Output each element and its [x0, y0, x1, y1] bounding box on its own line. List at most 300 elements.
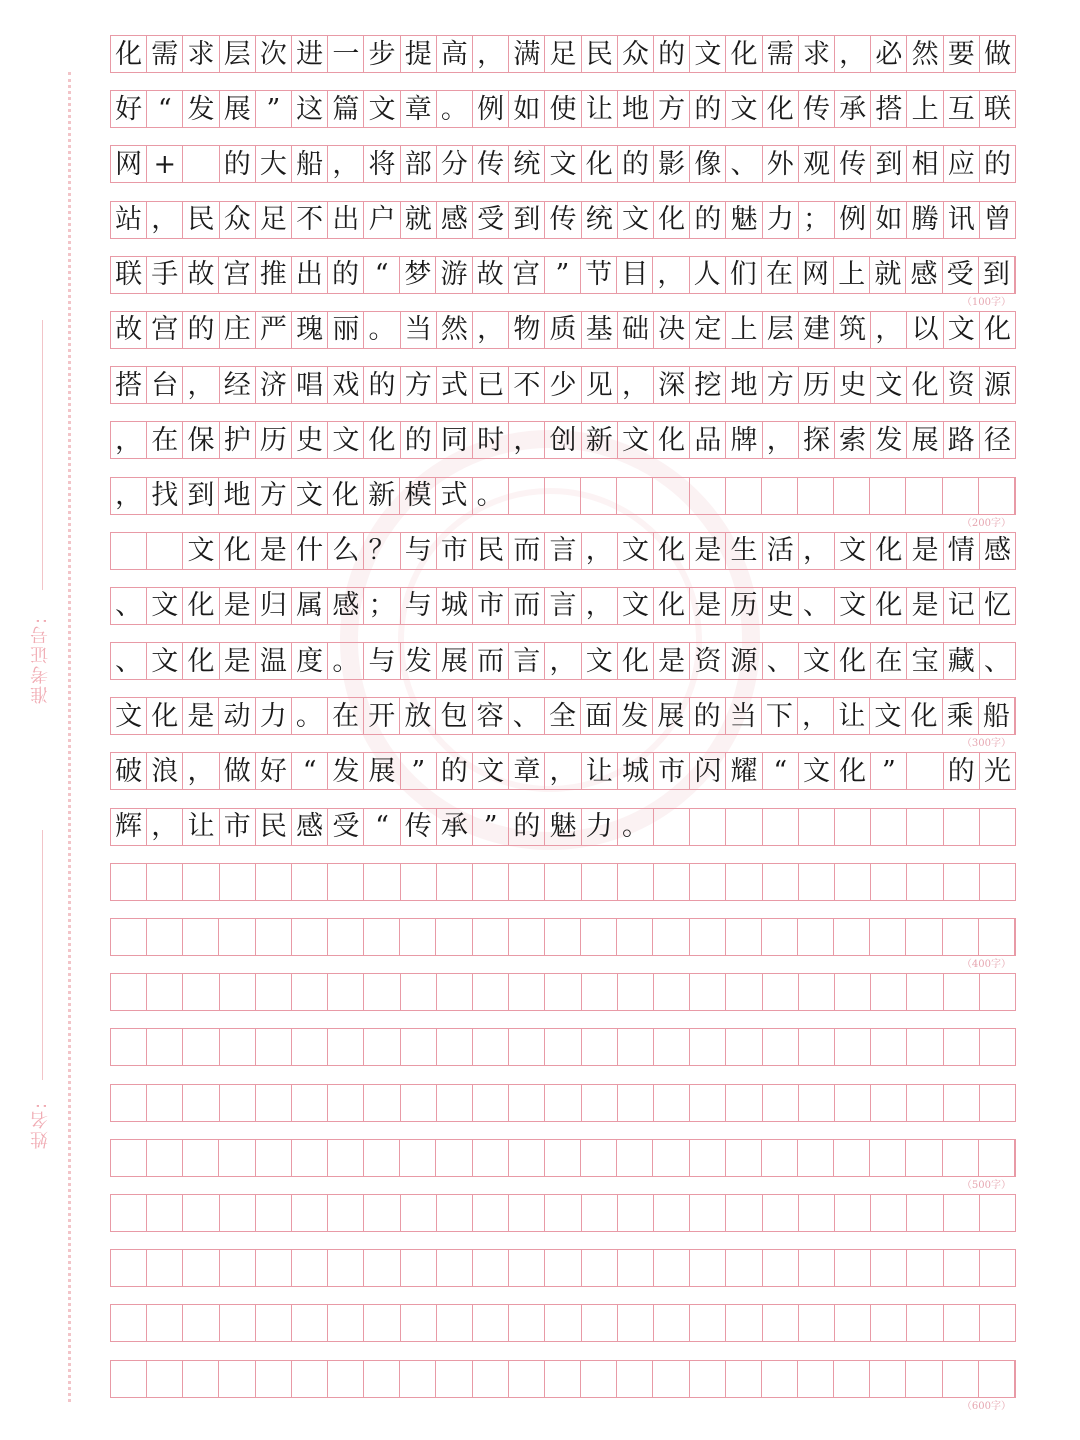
- grid-cell: [581, 478, 617, 514]
- grid-cell: [328, 919, 364, 955]
- grid-cell: 藏: [944, 643, 980, 679]
- grid-cell: [509, 1140, 545, 1176]
- grid-row: [110, 1194, 1016, 1232]
- grid-cell: [256, 864, 292, 900]
- grid-cell: 梦: [400, 257, 436, 293]
- grid-cell: [980, 1250, 1015, 1286]
- grid-cell: ，: [871, 312, 907, 348]
- grid-cell: “: [364, 809, 400, 845]
- grid-cell: 做: [220, 753, 256, 789]
- grid-cell: 化: [582, 146, 618, 182]
- grid-cell: 开: [364, 698, 400, 734]
- grid-cell: 。: [364, 312, 400, 348]
- grid-cell: [907, 1305, 943, 1341]
- grid-cell: 受: [328, 809, 364, 845]
- grid-cell: [509, 1305, 545, 1341]
- grid-cell: [581, 1140, 617, 1176]
- grid-cell: 文: [618, 588, 654, 624]
- grid-cell: ，: [545, 643, 581, 679]
- grid-cell: “: [292, 753, 328, 789]
- word-count-marker: （200字）: [961, 517, 1011, 529]
- grid-cell: 展: [653, 698, 689, 734]
- grid-cell: 腾: [907, 202, 943, 238]
- grid-cell: 展: [907, 422, 943, 458]
- grid-row: [110, 1360, 1016, 1412]
- grid-cell: 化: [726, 36, 762, 72]
- grid-cell: 瑰: [292, 312, 328, 348]
- grid-cell: ”: [871, 753, 907, 789]
- grid-cell: 、: [111, 643, 147, 679]
- grid-row: [110, 973, 1016, 1011]
- grid-cell: [256, 974, 292, 1010]
- grid-cell: 让: [582, 91, 618, 127]
- grid-cell: [111, 1361, 147, 1397]
- grid-cell: 步: [364, 36, 400, 72]
- grid-cell: ，: [111, 478, 147, 514]
- grid-cell: [654, 1250, 690, 1286]
- grid-cell: 分: [437, 146, 473, 182]
- word-count-marker: （100字）: [961, 296, 1011, 308]
- grid-cell: [401, 864, 437, 900]
- grid-cell: 属: [292, 588, 328, 624]
- grid-cell: [980, 1085, 1015, 1121]
- grid-cell: 如: [871, 202, 907, 238]
- grid-cell: 的: [220, 146, 256, 182]
- grid-cell: 在: [147, 422, 183, 458]
- grid-cell: [292, 1085, 328, 1121]
- grid-row: [110, 35, 1016, 73]
- grid-cell: [436, 1140, 472, 1176]
- grid-cell: 是: [690, 533, 726, 569]
- grid-cell: 方: [654, 91, 690, 127]
- grid-cell: [690, 809, 726, 845]
- grid-cell: 。: [292, 698, 328, 734]
- grid-cell: [907, 1250, 943, 1286]
- grid-cell: 、: [509, 698, 545, 734]
- grid-cell: [763, 974, 799, 1010]
- grid-cell: [364, 1250, 400, 1286]
- grid-cell: [328, 1250, 364, 1286]
- grid-cell: 化: [654, 588, 690, 624]
- grid-cell: 手: [147, 257, 183, 293]
- grid-cell: [799, 864, 835, 900]
- grid-cell: ，: [582, 588, 618, 624]
- grid-cell: [980, 1195, 1015, 1231]
- grid-cell: [835, 974, 871, 1010]
- grid-cell: 文: [618, 202, 654, 238]
- word-count-marker: （300字）: [961, 738, 1011, 750]
- grid-cell: 少: [545, 367, 581, 403]
- grid-cell: [763, 1085, 799, 1121]
- grid-cell: [617, 919, 653, 955]
- grid-cell: 地: [726, 367, 762, 403]
- grid-cell: 深: [654, 367, 690, 403]
- grid-cell: [834, 478, 870, 514]
- grid-cell: 言: [545, 533, 581, 569]
- grid-cell: 层: [220, 36, 256, 72]
- grid-cell: 在: [328, 698, 364, 734]
- grid-cell: [328, 1029, 364, 1065]
- grid-cell: [111, 533, 147, 569]
- grid-cell: [437, 1085, 473, 1121]
- grid-cell: 好: [256, 753, 292, 789]
- grid-cell: 到: [183, 478, 219, 514]
- grid-cell: [944, 809, 980, 845]
- grid-cell: [183, 1195, 219, 1231]
- grid-cell: 感: [437, 202, 473, 238]
- grid-cell: [401, 1305, 437, 1341]
- binding-dotted-line: [68, 72, 71, 1402]
- grid-cell: 需: [147, 36, 183, 72]
- grid-cell: [147, 1085, 183, 1121]
- grid-cell: 化: [906, 698, 942, 734]
- grid-cell: 讯: [944, 202, 980, 238]
- grid-cell: 文: [618, 422, 654, 458]
- grid-cell: 化: [871, 588, 907, 624]
- grid-cell: 是: [220, 588, 256, 624]
- grid-cell: 需: [763, 36, 799, 72]
- grid-cell: 是: [256, 533, 292, 569]
- grid-cell: 文: [473, 753, 509, 789]
- grid-cell: [328, 1085, 364, 1121]
- grid-cell: 文: [364, 91, 400, 127]
- grid-cell: 化: [654, 533, 690, 569]
- grid-row: [110, 863, 1016, 901]
- grid-cell: 魅: [726, 202, 762, 238]
- grid-cell: 当: [401, 312, 437, 348]
- grid-cell: 物: [509, 312, 545, 348]
- grid-cell: [763, 1029, 799, 1065]
- grid-cell: 决: [654, 312, 690, 348]
- grid-cell: [582, 864, 618, 900]
- grid-cell: [690, 1305, 726, 1341]
- grid-cell: [256, 1029, 292, 1065]
- grid-cell: [220, 1195, 256, 1231]
- grid-cell: [870, 1361, 906, 1397]
- grid-cell: [871, 864, 907, 900]
- grid-cell: 求: [799, 36, 835, 72]
- grid-cell: [871, 1085, 907, 1121]
- grid-cell: [364, 1195, 400, 1231]
- grid-cell: [147, 1305, 183, 1341]
- grid-cell: 感: [983, 535, 1011, 567]
- grid-cell: 在: [871, 643, 907, 679]
- grid-cell: [906, 919, 942, 955]
- grid-cell: 的: [183, 312, 219, 348]
- grid-cell: 发: [328, 753, 364, 789]
- grid-cell: [545, 1029, 581, 1065]
- grid-cell: 建: [799, 312, 835, 348]
- grid-cell: [907, 753, 943, 789]
- grid-cell: [473, 1250, 509, 1286]
- grid-cell: 质: [545, 312, 581, 348]
- grid-cell: 历: [726, 588, 762, 624]
- grid-cell: [473, 1140, 509, 1176]
- grid-cell: 文: [292, 478, 328, 514]
- grid-cell: [943, 919, 979, 955]
- grid-cell: [147, 1195, 183, 1231]
- grid-cell: 文: [618, 533, 654, 569]
- grid-cell: 展: [220, 91, 256, 127]
- grid-cell: [871, 1029, 907, 1065]
- grid-cell: 文: [870, 698, 906, 734]
- grid-cell: [907, 864, 943, 900]
- grid-cell: [944, 1195, 980, 1231]
- grid-cell: 网: [798, 257, 834, 293]
- grid-cell: [183, 974, 219, 1010]
- grid-cell: ，: [111, 422, 147, 458]
- grid-cell: [509, 478, 545, 514]
- grid-cell: 当: [726, 698, 762, 734]
- grid-cell: 忆: [983, 590, 1011, 622]
- grid-cell: [147, 864, 183, 900]
- word-count-marker: （500字）: [961, 1179, 1011, 1191]
- grid-cell: 筑: [835, 312, 871, 348]
- grid-cell: [870, 919, 906, 955]
- grid-cell: 不: [509, 367, 545, 403]
- grid-cell: [400, 1140, 436, 1176]
- grid-cell: 就: [401, 202, 437, 238]
- grid-cell: 动: [219, 698, 255, 734]
- grid-cell: [799, 1085, 835, 1121]
- grid-cell: 找: [147, 478, 183, 514]
- grid-cell: [870, 1140, 906, 1176]
- grid-cell: [183, 146, 219, 182]
- grid-cell: 众: [618, 36, 654, 72]
- grid-cell: [726, 919, 762, 955]
- grid-cell: [183, 1361, 219, 1397]
- grid-cell: 与: [364, 643, 400, 679]
- grid-cell: 船: [979, 698, 1015, 734]
- grid-cell: [219, 919, 255, 955]
- grid-cell: 。: [328, 643, 364, 679]
- grid-cell: 历: [799, 367, 835, 403]
- grid-cell: [834, 1140, 870, 1176]
- grid-cell: 层: [763, 312, 799, 348]
- grid-cell: [763, 809, 799, 845]
- grid-cell: [473, 1361, 509, 1397]
- grid-cell: 化: [654, 422, 690, 458]
- grid-cell: [581, 1361, 617, 1397]
- grid-cell: 推: [256, 257, 292, 293]
- grid-cell: 故: [111, 312, 147, 348]
- grid-cell: [581, 919, 617, 955]
- grid-cell: [328, 864, 364, 900]
- grid-cell: 章: [509, 753, 545, 789]
- grid-cell: 化: [835, 643, 871, 679]
- grid-cell: 宫: [147, 312, 183, 348]
- grid-cell: [690, 1250, 726, 1286]
- grid-cell: [690, 1140, 726, 1176]
- grid-cell: 在: [762, 257, 798, 293]
- grid-cell: 化: [364, 422, 400, 458]
- grid-cell: [401, 1029, 437, 1065]
- grid-cell: 。: [473, 478, 509, 514]
- grid-row: [110, 587, 1016, 625]
- grid-cell: [545, 1140, 581, 1176]
- grid-cell: [618, 1195, 654, 1231]
- grid-cell: 游: [436, 257, 472, 293]
- grid-cell: 是: [654, 643, 690, 679]
- grid-row: [110, 366, 1016, 404]
- grid-cell: 度: [292, 643, 328, 679]
- grid-cell: [979, 1361, 1015, 1397]
- grid-cell: [726, 864, 762, 900]
- grid-cell: [473, 1195, 509, 1231]
- grid-cell: 创: [545, 422, 581, 458]
- grid-cell: [726, 1029, 762, 1065]
- admission-number-line: [42, 320, 43, 590]
- grid-cell: [835, 1029, 871, 1065]
- grid-cell: ，: [328, 146, 364, 182]
- grid-cell: 的: [509, 809, 545, 845]
- grid-row: [110, 918, 1016, 970]
- grid-cell: [726, 1250, 762, 1286]
- grid-cell: [906, 1361, 942, 1397]
- grid-row: [110, 1028, 1016, 1066]
- grid-cell: [653, 478, 689, 514]
- grid-cell: [726, 478, 762, 514]
- grid-cell: [400, 1361, 436, 1397]
- grid-cell: 故: [183, 257, 219, 293]
- grid-cell: 让: [183, 809, 219, 845]
- grid-cell: 史: [835, 367, 871, 403]
- grid-cell: 生: [726, 533, 762, 569]
- grid-cell: [292, 1029, 328, 1065]
- grid-cell: [545, 864, 581, 900]
- grid-cell: 到: [509, 202, 545, 238]
- grid-cell: [256, 919, 292, 955]
- grid-cell: [183, 919, 219, 955]
- grid-cell: 同: [437, 422, 473, 458]
- grid-cell: 光: [983, 755, 1011, 787]
- grid-cell: 应: [944, 146, 980, 182]
- grid-cell: 然: [437, 312, 473, 348]
- grid-cell: 这: [292, 91, 328, 127]
- grid-cell: [400, 919, 436, 955]
- grid-cell: 文: [582, 643, 618, 679]
- grid-row: [110, 201, 1016, 239]
- grid-cell: [328, 1361, 364, 1397]
- grid-cell: 宫: [219, 257, 255, 293]
- grid-cell: ，: [147, 202, 183, 238]
- grid-cell: ”: [401, 753, 437, 789]
- grid-cell: 化: [111, 36, 147, 72]
- grid-cell: [220, 864, 256, 900]
- grid-cell: [582, 1029, 618, 1065]
- name-line: [42, 830, 43, 1080]
- grid-cell: [944, 1305, 980, 1341]
- grid-cell: 的: [690, 91, 726, 127]
- grid-cell: 外: [763, 146, 799, 182]
- grid-cell: 到: [871, 146, 907, 182]
- grid-cell: 文: [147, 643, 183, 679]
- grid-cell: 上: [726, 312, 762, 348]
- grid-cell: [798, 478, 834, 514]
- grid-cell: [799, 1305, 835, 1341]
- grid-cell: ，: [473, 36, 509, 72]
- grid-cell: [835, 1085, 871, 1121]
- grid-cell: [726, 1361, 762, 1397]
- grid-cell: [582, 1250, 618, 1286]
- grid-cell: 文: [799, 753, 835, 789]
- grid-cell: 相: [907, 146, 943, 182]
- grid-cell: 的: [690, 698, 726, 734]
- grid-cell: 经: [220, 367, 256, 403]
- grid-cell: 出: [292, 257, 328, 293]
- grid-cell: 文: [147, 588, 183, 624]
- grid-cell: [799, 974, 835, 1010]
- grid-cell: 地: [219, 478, 255, 514]
- grid-cell: 影: [654, 146, 690, 182]
- grid-cell: ，: [799, 533, 835, 569]
- grid-cell: [582, 1305, 618, 1341]
- grid-cell: ，: [763, 422, 799, 458]
- grid-cell: [762, 1140, 798, 1176]
- grid-cell: 故: [473, 257, 509, 293]
- grid-cell: 式: [436, 478, 472, 514]
- grid-cell: 发: [401, 643, 437, 679]
- grid-cell: 上: [907, 91, 943, 127]
- grid-cell: 乘: [943, 698, 979, 734]
- grid-cell: [545, 1250, 581, 1286]
- grid-cell: 新: [364, 478, 400, 514]
- grid-cell: 化: [183, 643, 219, 679]
- grid-cell: 路: [944, 422, 980, 458]
- grid-cell: [437, 864, 473, 900]
- grid-cell: [328, 1195, 364, 1231]
- grid-cell: 闪: [690, 753, 726, 789]
- grid-row: [110, 256, 1016, 308]
- grid-cell: 新: [582, 422, 618, 458]
- grid-cell: [654, 1195, 690, 1231]
- grid-cell: 民: [256, 809, 292, 845]
- grid-cell: 部: [401, 146, 437, 182]
- grid-row: [110, 752, 1016, 790]
- grid-cell: [944, 1250, 980, 1286]
- grid-cell: [835, 809, 871, 845]
- grid-cell: 发: [183, 91, 219, 127]
- grid-cell: [798, 919, 834, 955]
- grid-cell: 面: [581, 698, 617, 734]
- grid-cell: [980, 1029, 1015, 1065]
- grid-cell: 、: [111, 588, 147, 624]
- grid-cell: 活: [763, 533, 799, 569]
- grid-cell: ，: [798, 698, 834, 734]
- grid-cell: [726, 974, 762, 1010]
- grid-cell: 言: [545, 588, 581, 624]
- composition-grid: [110, 35, 1016, 1415]
- grid-cell: [111, 1250, 147, 1286]
- grid-cell: [690, 1085, 726, 1121]
- grid-cell: 文: [871, 367, 907, 403]
- grid-cell: ，: [183, 753, 219, 789]
- grid-cell: [690, 864, 726, 900]
- grid-cell: 做: [983, 38, 1011, 70]
- grid-cell: 感: [328, 588, 364, 624]
- grid-cell: [762, 1361, 798, 1397]
- grid-cell: [364, 1085, 400, 1121]
- grid-cell: 牌: [726, 422, 762, 458]
- grid-cell: 人: [690, 257, 726, 293]
- grid-cell: [256, 1195, 292, 1231]
- grid-cell: 保: [183, 422, 219, 458]
- grid-cell: [653, 1140, 689, 1176]
- grid-cell: [618, 1085, 654, 1121]
- grid-cell: 方: [763, 367, 799, 403]
- grid-cell: 、: [763, 643, 799, 679]
- grid-cell: [436, 1361, 472, 1397]
